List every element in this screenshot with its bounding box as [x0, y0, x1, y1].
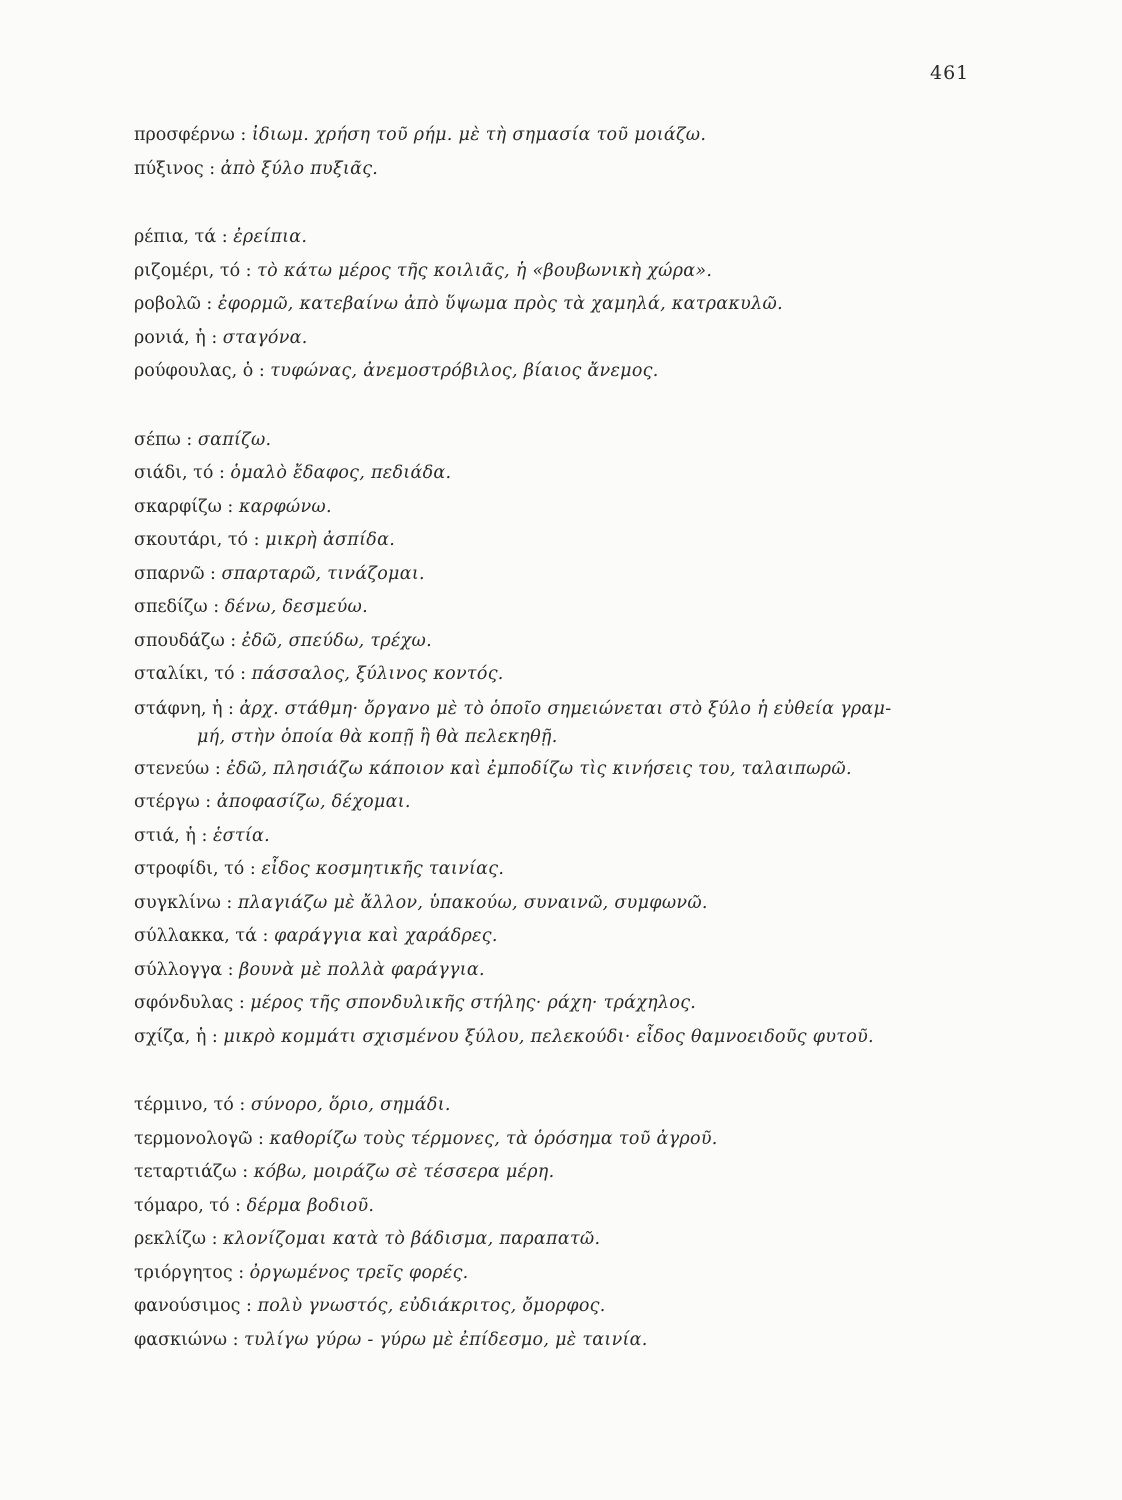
- glossary-section: [134, 1089, 994, 1357]
- entry-term: στιά, ἡ: [134, 825, 196, 846]
- entry-term: σιάδι, τό: [134, 463, 214, 483]
- entry-separator: :: [234, 125, 252, 145]
- entry-definition: μέρος τῆς σπονδυλικῆς στήλης· ράχη· τράχηλος.: [250, 993, 697, 1013]
- entry-term: σπαρνῶ: [134, 563, 205, 584]
- entry-definition-continuation: μή, στὴν ὁποία θὰ κοπῇ ἢ θὰ πελεκηθῇ.: [197, 726, 558, 747]
- entry-separator: :: [220, 892, 238, 913]
- entry-term: πύξινος: [134, 158, 204, 179]
- glossary-entry: [134, 1257, 994, 1291]
- glossary-entry: [134, 658, 994, 692]
- entry-definition: δένω, δεσμεύω.: [224, 597, 368, 617]
- entry-definition: καθορίζω τοὺς τέρμονες, τὰ ὁρόσημα τοῦ ἀγροῦ.: [269, 1128, 718, 1149]
- entry-term: σπουδάζω: [134, 630, 225, 651]
- entry-term: προσφέρνω: [134, 125, 235, 145]
- glossary-entry: [134, 753, 994, 787]
- entry-definition: τὸ κάτω μέρος τῆς κοιλιᾶς, ἡ «βουβωνικὴ χώρα».: [257, 260, 713, 281]
- entry-definition: πάσσαλος, ξύλινος κοντός.: [251, 664, 504, 684]
- entry-definition: ἐρείπια.: [233, 227, 308, 247]
- glossary-entry: [134, 987, 994, 1021]
- entry-term: σταλίκι, τό: [134, 664, 235, 684]
- entry-separator: :: [222, 698, 240, 719]
- glossary-entry: [134, 424, 994, 458]
- entry-separator: :: [253, 361, 271, 381]
- entry-separator: :: [195, 825, 213, 846]
- entry-definition: καρφώνω.: [238, 496, 332, 517]
- entry-definition: μικρὴ ἀσπίδα.: [265, 530, 396, 550]
- entry-term: τόμαρο, τό: [134, 1195, 230, 1216]
- entry-separator: :: [236, 1162, 254, 1182]
- entry-definition: ἑστία.: [212, 825, 271, 846]
- entry-definition: πλαγιάζω μὲ ἄλλον, ὑπακούω, συναινῶ, συμφωνῶ.: [237, 892, 708, 913]
- entry-term: στροφίδι, τό: [134, 859, 245, 879]
- entry-definition: σύνορο, ὅριο, σημάδι.: [250, 1095, 451, 1115]
- entry-term: τριόργητος: [134, 1262, 233, 1283]
- entry-term: τεταρτιάζω: [134, 1162, 237, 1182]
- entry-term: συγκλίνω: [134, 892, 221, 913]
- entry-definition: ἐδῶ, σπεύδω, τρέχω.: [241, 630, 432, 651]
- glossary-section: [134, 221, 994, 389]
- entry-term: στέργω: [134, 792, 200, 812]
- entry-term: ρονιά, ἡ: [134, 327, 206, 348]
- entry-separator: :: [216, 227, 234, 247]
- entry-term: στάφνη, ἡ: [134, 698, 223, 719]
- glossary: [134, 119, 994, 1357]
- glossary-entry: [134, 1089, 994, 1123]
- glossary-entry: [134, 625, 994, 659]
- entry-separator: :: [209, 758, 227, 779]
- glossary-entry: [134, 853, 994, 887]
- glossary-entry: [134, 954, 994, 988]
- glossary-entry: [134, 153, 994, 187]
- entry-definition: ἀρχ. στάθμη· ὄργανο μὲ τὸ ὁποῖο σημειώνεται στὸ ξύλο ἡ εὐθεία γραμ-: [239, 698, 892, 719]
- entry-definition: ἐδῶ, πλησιάζω κάποιον καὶ ἐμποδίζω τὶς κινήσεις του, ταλαιπωρῶ.: [226, 758, 852, 779]
- glossary-entry: [134, 221, 994, 255]
- entry-separator: :: [206, 1026, 224, 1047]
- glossary-entry: [134, 887, 994, 921]
- entry-term: ρούφουλας, ὁ: [134, 361, 254, 381]
- entry-separator: :: [204, 563, 222, 584]
- glossary-entry: [134, 920, 994, 954]
- entry-separator: :: [203, 158, 221, 179]
- glossary-entry: [134, 524, 994, 558]
- entry-term: ρέπια, τά: [134, 227, 217, 247]
- glossary-entry: [134, 591, 994, 625]
- entry-definition: ἀπὸ ξύλο πυξιᾶς.: [220, 158, 379, 179]
- glossary-entry: [134, 1190, 994, 1224]
- entry-definition: κλονίζομαι κατὰ τὸ βάδισμα, παραπατῶ.: [223, 1229, 601, 1249]
- entry-definition: μικρὸ κομμάτι σχισμένου ξύλου, πελεκούδι· εἶδος θαμνοειδοῦς φυτοῦ.: [223, 1026, 874, 1047]
- entry-separator: :: [240, 260, 258, 281]
- entry-separator: :: [248, 530, 266, 550]
- entry-term: σχίζα, ἡ: [134, 1026, 207, 1047]
- glossary-entry: [134, 786, 994, 820]
- entry-definition: πολὺ γνωστός, εὐδιάκριτος, ὄμορφος.: [257, 1296, 606, 1316]
- entry-separator: :: [213, 463, 231, 483]
- entry-separator: :: [256, 926, 274, 946]
- glossary-entry: [134, 457, 994, 491]
- entry-separator: :: [232, 1262, 250, 1283]
- glossary-entry: [134, 692, 994, 753]
- entry-separator: :: [227, 1329, 245, 1350]
- glossary-entry: [134, 255, 994, 289]
- entry-term: σφόνδυλας: [134, 993, 234, 1013]
- entry-separator: :: [207, 597, 225, 617]
- entry-term: ροβολῶ: [134, 294, 201, 314]
- entry-definition: δέρμα βοδιοῦ.: [246, 1195, 375, 1216]
- entry-term: ριζομέρι, τό: [134, 260, 241, 281]
- entry-definition: σπαρταρῶ, τινάζομαι.: [221, 563, 425, 584]
- glossary-entry: [134, 1324, 994, 1358]
- entry-separator: :: [233, 1095, 251, 1115]
- entry-separator: :: [180, 429, 198, 450]
- entry-definition: κόβω, μοιράζω σὲ τέσσερα μέρη.: [253, 1162, 555, 1182]
- entry-definition: βουνὰ μὲ πολλὰ φαράγγια.: [239, 959, 485, 980]
- entry-term: ρεκλίζω: [134, 1229, 206, 1249]
- glossary-entry: [134, 119, 994, 153]
- glossary-entry: [134, 1223, 994, 1257]
- glossary-entry: [134, 1123, 994, 1157]
- glossary-section: [134, 119, 994, 186]
- entry-separator: :: [199, 792, 217, 812]
- entry-definition: τυφώνας, ἀνεμοστρόβιλος, βίαιος ἄνεμος.: [270, 361, 659, 381]
- section-gap: [134, 186, 994, 221]
- section-gap: [134, 1054, 994, 1089]
- entry-separator: :: [206, 1229, 224, 1249]
- entry-separator: :: [240, 1296, 258, 1316]
- glossary-entry: [134, 355, 994, 389]
- entry-definition: ἐφορμῶ, κατεβαίνω ἀπὸ ὕψωμα πρὸς τὰ χαμηλά, κατρακυλῶ.: [217, 294, 783, 314]
- entry-term: σύλλογγα: [134, 959, 223, 980]
- entry-definition: ὀργωμένος τρεῖς φορές.: [249, 1262, 469, 1283]
- entry-separator: :: [229, 1195, 247, 1216]
- section-gap: [134, 389, 994, 424]
- entry-separator: :: [244, 859, 262, 879]
- glossary-entry: [134, 491, 994, 525]
- glossary-entry: [134, 288, 994, 322]
- entry-definition: φαράγγια καὶ χαράδρες.: [273, 926, 498, 946]
- entry-term: στενεύω: [134, 758, 210, 779]
- entry-separator: :: [234, 664, 252, 684]
- entry-separator: :: [221, 496, 239, 517]
- glossary-entry: [134, 820, 994, 854]
- glossary-entry: [134, 1290, 994, 1324]
- entry-term: σύλλακκα, τά: [134, 926, 257, 946]
- entry-term: φασκιώνω: [134, 1329, 227, 1350]
- page-number: 461: [930, 62, 970, 84]
- entry-definition: τυλίγω γύρω - γύρω μὲ ἐπίδεσμο, μὲ ταινία.: [244, 1329, 648, 1350]
- entry-term: σκουτάρι, τό: [134, 530, 249, 550]
- glossary-entry: [134, 322, 994, 356]
- entry-term: σκαρφίζω: [134, 496, 222, 517]
- entry-term: τέρμινο, τό: [134, 1095, 234, 1115]
- glossary-section: [134, 424, 994, 1055]
- glossary-entry: [134, 1156, 994, 1190]
- entry-separator: :: [222, 959, 240, 980]
- entry-definition: εἶδος κοσμητικῆς ταινίας.: [261, 859, 505, 879]
- entry-separator: :: [205, 327, 223, 348]
- entry-separator: :: [200, 294, 218, 314]
- entry-definition: ἀποφασίζω, δέχομαι.: [216, 792, 411, 812]
- glossary-entry: [134, 558, 994, 592]
- entry-definition: σταγόνα.: [222, 327, 308, 348]
- glossary-entry: [134, 1021, 994, 1055]
- entry-separator: :: [252, 1128, 270, 1149]
- entry-definition: ὁμαλὸ ἔδαφος, πεδιάδα.: [230, 463, 452, 483]
- entry-term: φανούσιμος: [134, 1296, 241, 1316]
- entry-term: τερμονολογῶ: [134, 1128, 253, 1149]
- entry-separator: :: [224, 630, 242, 651]
- entry-separator: :: [233, 993, 251, 1013]
- entry-definition: σαπίζω.: [197, 429, 272, 450]
- entry-term: σέπω: [134, 429, 181, 450]
- entry-term: σπεδίζω: [134, 597, 208, 617]
- entry-definition: ἰδιωμ. χρήση τοῦ ρήμ. μὲ τὴ σημασία τοῦ μοιάζω.: [251, 125, 707, 145]
